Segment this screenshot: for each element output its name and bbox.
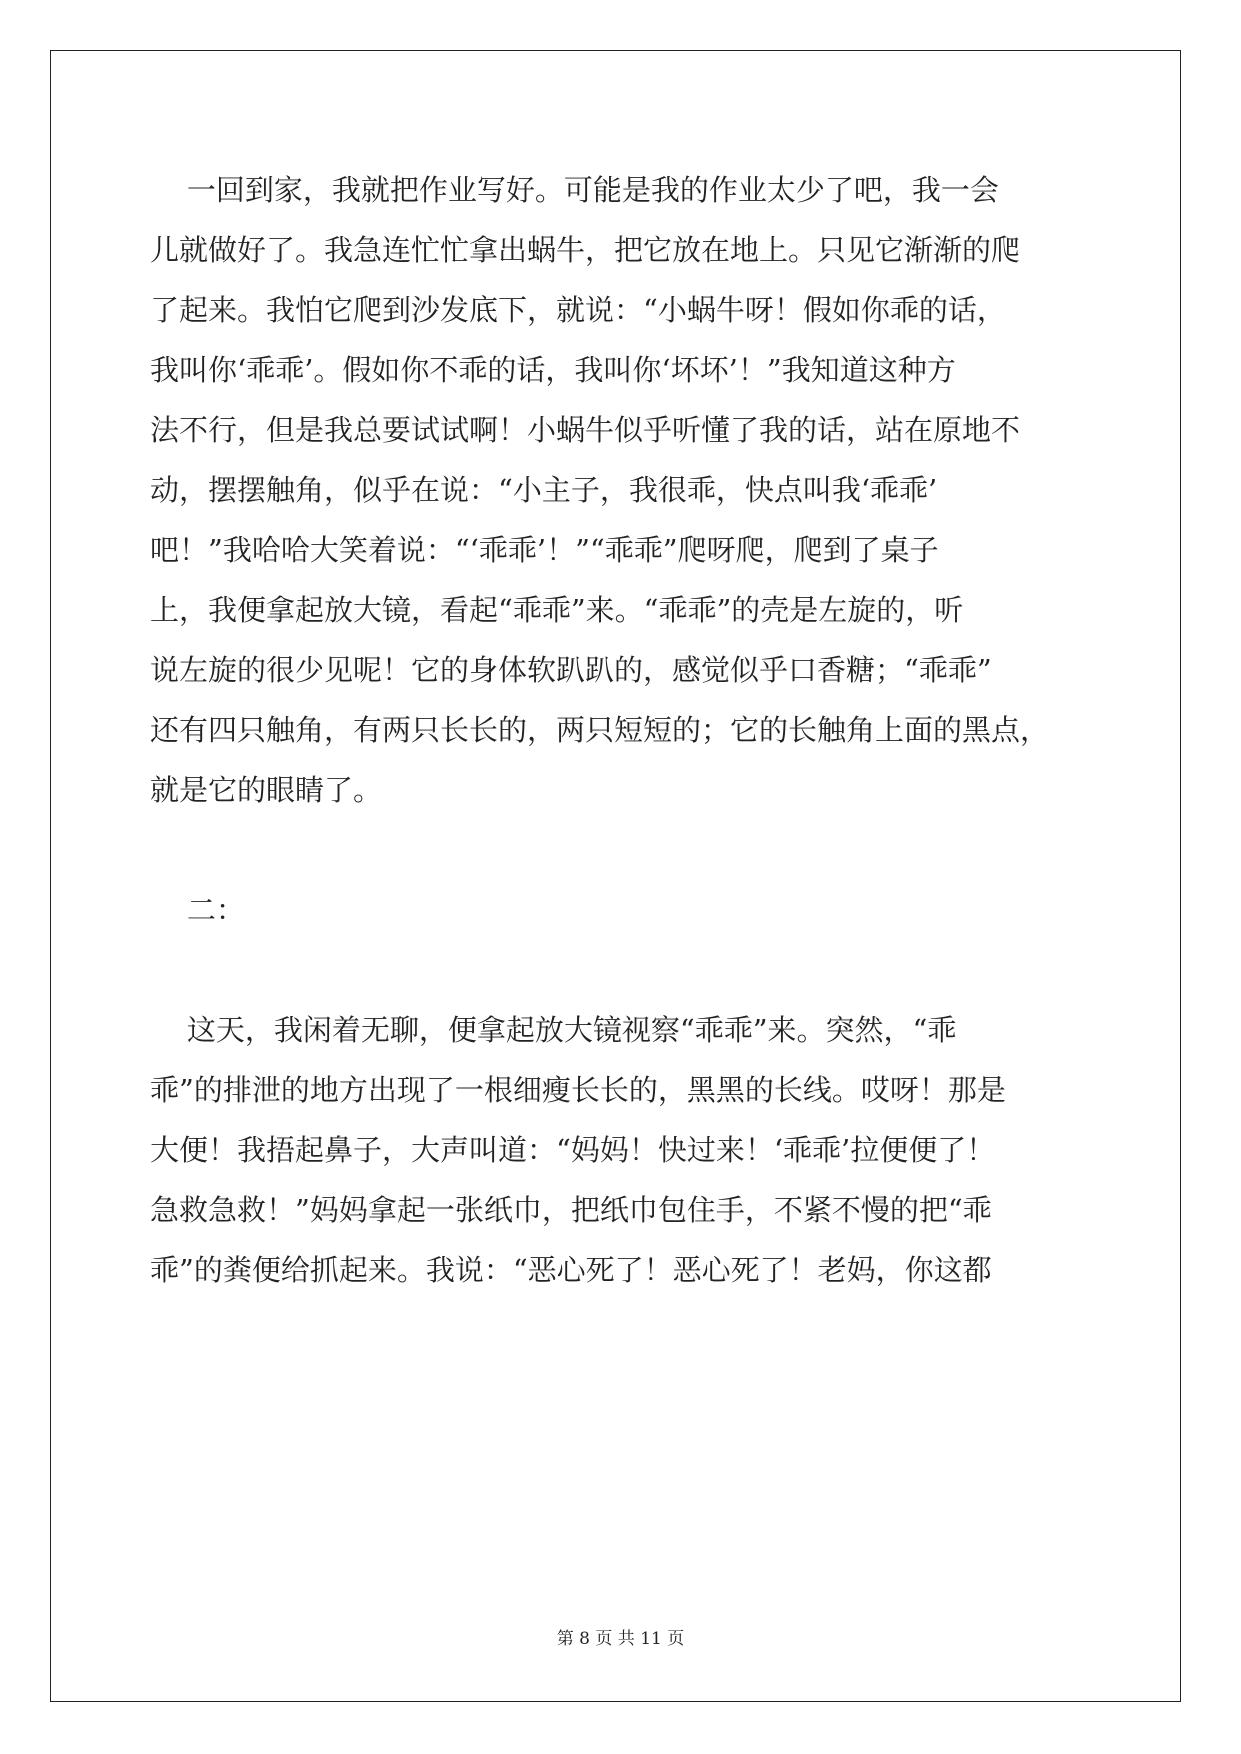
text-line: 吧！”我哈哈大笑着说：“‘乖乖’！”“乖乖”爬呀爬，爬到了桌子 [150,533,939,567]
text-line: 这天，我闲着无聊，便拿起放大镜视察“乖乖”来。突然，“乖 [150,1013,957,1047]
text-line: 乖”的粪便给抓起来。我说：“恶心死了！恶心死了！老妈，你这都 [150,1253,992,1287]
text-line: 乖”的排泄的地方出现了一根细瘦长长的，黑黑的长线。哎呀！那是 [150,1073,1006,1107]
text-line: 就是它的眼睛了。 [150,773,383,807]
section-heading: 二： [150,893,245,927]
text-line: 大便！我捂起鼻子，大声叫道：“妈妈！快过来！‘乖乖’拉便便了！ [150,1133,996,1167]
text-line: 还有四只触角，有两只长长的，两只短短的；它的长触角上面的黑点， [150,713,1050,747]
text-line: 一回到家，我就把作业写好。可能是我的作业太少了吧，我一会 [150,173,999,207]
text-line: 法不行，但是我总要试试啊！小蜗牛似乎听懂了我的话，站在原地不 [150,413,1021,447]
page-number: 第 8 页 共 11 页 [556,1629,685,1649]
text-line: 动，摆摆触角，似乎在说：“小主子，我很乖，快点叫我‘乖乖’ [150,473,938,507]
text-line: 上，我便拿起放大镜，看起“乖乖”来。“乖乖”的壳是左旋的，听 [150,593,964,627]
body-text [150,160,1100,1300]
text-line: 了起来。我怕它爬到沙发底下，就说：“小蜗牛呀！假如你乖的话， [150,293,1006,327]
text-line: 我叫你‘乖乖’。假如你不乖的话，我叫你‘坏坏’！”我知道这种方 [150,353,956,387]
text-line: 儿就做好了。我急连忙忙拿出蜗牛，把它放在地上。只见它渐渐的爬 [150,233,1021,267]
text-line: 急救急救！”妈妈拿起一张纸巾，把纸巾包住手，不紧不慢的把“乖 [150,1193,992,1227]
text-line: 说左旋的很少见呢！它的身体软趴趴的，感觉似乎口香糖；“乖乖” [150,653,992,687]
